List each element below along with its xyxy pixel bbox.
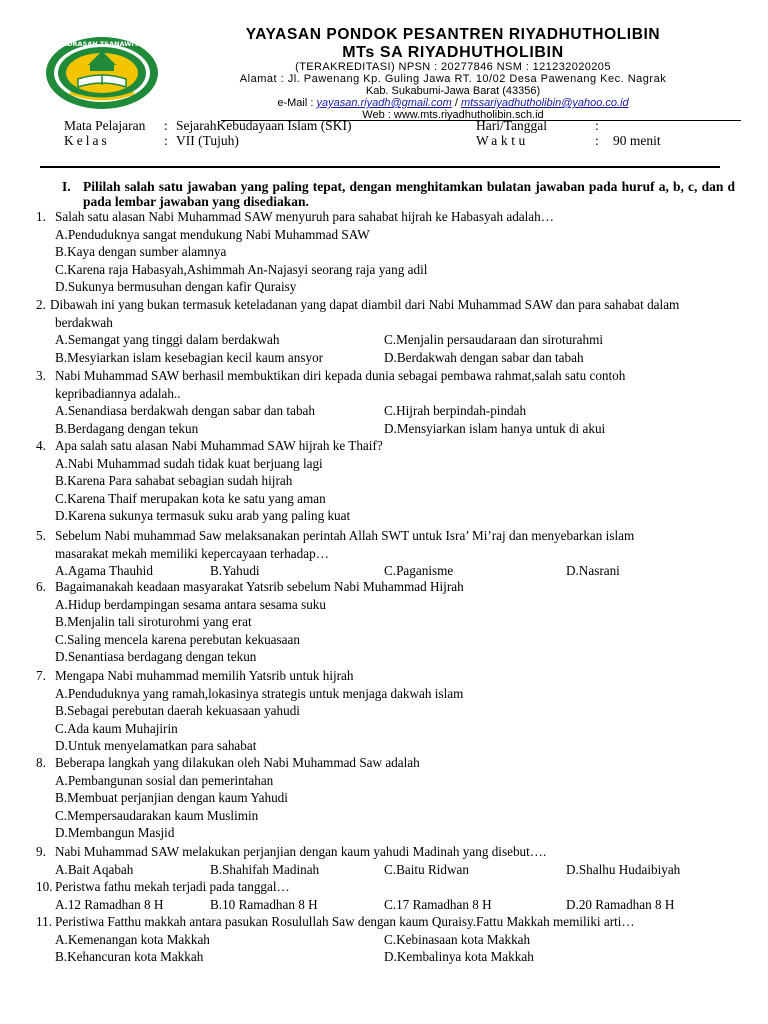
option-c[interactable]: C.Saling mencela karena perebutan kekuasaan: [55, 631, 300, 647]
options-grid: [36, 562, 736, 580]
options-grid: [36, 896, 736, 914]
question-text: Dibawah ini yang bukan termasuk keteladanan yang dapat diambil dari Nabi Muhammad SAW dan para sahabat dalam: [50, 297, 680, 312]
option-d[interactable]: D.Karena sukunya termasuk suku arab yang paling kuat: [55, 508, 351, 523]
waktu-value: 90 menit: [613, 133, 661, 148]
question-number: 11.: [36, 914, 52, 929]
kelas-label: Kelas: [64, 133, 110, 148]
question-number: 4.: [36, 438, 46, 453]
address-line-1: Alamat : Jl. Pawenang Kp. Guling Jawa RT. 10/02 Desa Pawenang Kec. Nagrak: [239, 73, 667, 85]
option-b[interactable]: B.Kehancuran kota Makkah: [55, 949, 204, 964]
school-logo: [44, 35, 160, 111]
option-c[interactable]: C.Hijrah berpindah-pindah: [384, 403, 527, 418]
option-a[interactable]: A.Penduduknya sangat mendukung Nabi Muhammad SAW: [55, 226, 370, 242]
option-c[interactable]: C.Karena Thaif merupakan kota ke satu yang aman: [55, 490, 326, 506]
question-number: 6.: [36, 579, 46, 594]
web-link[interactable]: www.mts.riyadhutholibin.sch.id: [393, 109, 544, 121]
info-row-2: [64, 133, 714, 148]
question-5: [36, 527, 736, 580]
question-text-cont: masarakat mekah memiliki kepercayaan terhadap…: [55, 545, 329, 561]
email-line: [173, 97, 733, 109]
option-b[interactable]: B.Shahifah Madinah: [210, 861, 320, 877]
question-text-cont: berdakwah: [55, 314, 113, 330]
instruction-number: I.: [62, 179, 71, 194]
question-9: [36, 843, 736, 878]
address-line-2: Kab. Sukabumi-Jawa Barat (43356): [365, 85, 541, 97]
option-b[interactable]: B.Membuat perjanjian dengan kaum Yahudi: [55, 790, 288, 805]
question-text: Peristiwa Fatthu makkah antara pasukan Rosulullah Saw dengan kaum Quraisy.Fattu Makkah memiliki arti…: [55, 914, 635, 929]
foundation-name: YAYASAN PONDOK PESANTREN RIYADHUTHOLIBIN: [245, 26, 661, 43]
question-number: 3.: [36, 368, 46, 383]
kelas-value: VII (Tujuh): [176, 133, 239, 148]
option-b[interactable]: B.Karena Para sahabat sebagian sudah hijrah: [55, 473, 293, 488]
question-1: [36, 208, 736, 296]
school-name: MTs SA RIYADHUTHOLIBIN: [342, 44, 564, 61]
option-a[interactable]: A.Semangat yang tinggi dalam berdakwah: [55, 332, 280, 347]
option-a[interactable]: A.12 Ramadhan 8 H: [55, 896, 164, 912]
option-b[interactable]: B.10 Ramadhan 8 H: [210, 896, 318, 912]
question-text: Salah satu alasan Nabi Muhammad SAW menyuruh para sahabat hijrah ke Habasyah adalah…: [55, 209, 554, 224]
question-7: [36, 667, 736, 755]
accreditation: (TERAKREDITASI) NPSN : 20277846 NSM : 121232020205: [295, 61, 611, 73]
waktu-label: Waktu: [476, 133, 529, 148]
option-d[interactable]: D.Membangun Masjid: [55, 825, 175, 840]
question-6: [36, 578, 736, 666]
question-11: [36, 913, 736, 966]
option-a[interactable]: A.Pembangunan sosial dan pemerintahan: [55, 772, 274, 788]
mapel-colon: :: [164, 118, 168, 133]
option-c[interactable]: C.Baitu Ridwan: [384, 861, 469, 877]
option-a[interactable]: A.Kemenangan kota Makkah: [55, 931, 210, 947]
option-c[interactable]: C.Kebinasaan kota Makkah: [384, 931, 531, 947]
mapel-value: SejarahKebudayaan Islam (SKI): [176, 118, 352, 133]
options-grid: [36, 402, 736, 437]
question-number: 2.: [36, 297, 46, 312]
options-grid: [36, 331, 736, 366]
info-divider: [40, 166, 720, 168]
info-row-1: [64, 118, 714, 133]
email-prefix: e-Mail :: [277, 97, 317, 109]
option-d[interactable]: D.Nasrani: [566, 563, 620, 578]
option-d[interactable]: D.Untuk menyelamatkan para sahabat: [55, 738, 257, 753]
option-b[interactable]: B.Mesyiarkan islam kesebagian kecil kaum ansyor: [55, 349, 324, 365]
logo-text: MADRASAH TSANAWIYAH: [55, 40, 149, 48]
question-number: 1.: [36, 209, 46, 224]
question-number: 7.: [36, 668, 46, 683]
option-c[interactable]: C.Menjalin persaudaraan dan siroturahmi: [384, 332, 603, 347]
mapel-label: Mata Pelajaran: [64, 118, 146, 133]
email-link-1[interactable]: yayasan.riyadh@gmail.com: [316, 97, 452, 109]
question-text: Apa salah satu alasan Nabi Muhammad SAW hijrah ke Thaif?: [55, 438, 383, 453]
question-text-cont: kepribadiannya adalah..: [55, 385, 181, 401]
question-text: Peristwa fathu mekah terjadi pada tanggal…: [55, 879, 290, 894]
question-3: [36, 367, 736, 437]
exam-info: [64, 118, 714, 148]
option-b[interactable]: B.Berdagang dengan tekun: [55, 420, 199, 436]
option-d[interactable]: D.Berdakwah dengan sabar dan tabah: [384, 349, 584, 365]
option-d[interactable]: D.Mensyiarkan islam hanya untuk di akui: [384, 420, 606, 436]
option-d[interactable]: D.Kembalinya kota Makkah: [384, 949, 534, 964]
question-text: Mengapa Nabi muhammad memilih Yatsrib untuk hijrah: [55, 668, 354, 683]
option-a[interactable]: A.Hidup berdampingan sesama antara sesama suku: [55, 596, 326, 612]
option-a[interactable]: A.Agama Thauhid: [55, 563, 153, 578]
email-link-2[interactable]: mtssariyadhutholibin@yahoo.co.id: [460, 97, 629, 109]
option-a[interactable]: A.Penduduknya yang ramah,lokasinya strategis untuk menjaga dakwah islam: [55, 685, 464, 701]
option-b[interactable]: B.Sebagai perebutan daerah kekuasaan yahudi: [55, 703, 300, 718]
option-d[interactable]: D.Sukunya bermusuhan dengan kafir Quraisy: [55, 279, 297, 294]
question-text: Nabi Muhammad SAW melakukan perjanjian dengan kaum yahudi Madinah yang disebut….: [55, 844, 547, 859]
option-c[interactable]: C.Ada kaum Muhajirin: [55, 720, 178, 736]
question-8: [36, 754, 736, 842]
hari-label: Hari/Tanggal: [476, 118, 548, 133]
option-a[interactable]: A.Senandiasa berdakwah dengan sabar dan tabah: [55, 403, 315, 418]
kelas-colon: :: [164, 133, 168, 148]
option-c[interactable]: C.Karena raja Habasyah,Ashimmah An-Najasyi seorang raja yang adil: [55, 261, 428, 277]
question-number: 5.: [36, 528, 46, 543]
option-b[interactable]: B.Yahudi: [210, 563, 260, 578]
hari-colon: :: [595, 118, 599, 133]
question-4: [36, 437, 736, 525]
question-number: 10.: [36, 879, 53, 894]
option-b[interactable]: B.Kaya dengan sumber alamnya: [55, 244, 227, 259]
question-number: 9.: [36, 844, 46, 859]
question-text: Sebelum Nabi muhammad Saw melaksanakan perintah Allah SWT untuk Isra’ Mi’raj dan menyebarkan islam: [55, 528, 635, 543]
option-d[interactable]: D.20 Ramadhan 8 H: [566, 896, 675, 912]
option-a[interactable]: A.Bait Aqabah: [55, 861, 134, 877]
option-a[interactable]: A.Nabi Muhammad sudah tidak kuat berjuang lagi: [55, 455, 323, 471]
option-d[interactable]: D.Senantiasa berdagang dengan tekun: [55, 649, 257, 664]
web-prefix: Web :: [362, 109, 394, 121]
options-grid: [36, 931, 736, 966]
question-2: [36, 296, 736, 366]
letterhead-text: [173, 26, 733, 121]
waktu-colon: :: [595, 133, 599, 148]
option-d[interactable]: D.Shalhu Hudaibiyah: [566, 861, 681, 877]
question-text: Bagaimanakah keadaan masyarakat Yatsrib sebelum Nabi Muhammad Hijrah: [55, 579, 464, 594]
option-c[interactable]: C.Paganisme: [384, 563, 454, 578]
letterhead: [38, 26, 728, 120]
question-number: 8.: [36, 755, 46, 770]
option-c[interactable]: C.Mempersaudarakan kaum Muslimin: [55, 807, 259, 823]
question-10: [36, 878, 736, 913]
instruction-text: Pililah salah satu jawaban yang paling tepat, dengan menghitamkan bulatan jawaban pada huruf a, b, c, dan d pada lembar jawaban yang disediakan.: [83, 179, 735, 209]
option-b[interactable]: B.Menjalin tali siroturohmi yang erat: [55, 614, 252, 629]
email-separator: /: [451, 97, 461, 109]
question-text: Nabi Muhammad SAW berhasil membuktikan diri kepada dunia sebagai pembawa rahmat,salah satu contoh: [55, 368, 626, 383]
options-grid: [36, 861, 736, 879]
option-c[interactable]: C.17 Ramadhan 8 H: [384, 896, 492, 912]
question-text: Beberapa langkah yang dilakukan oleh Nabi Muhammad Saw adalah: [55, 755, 420, 770]
